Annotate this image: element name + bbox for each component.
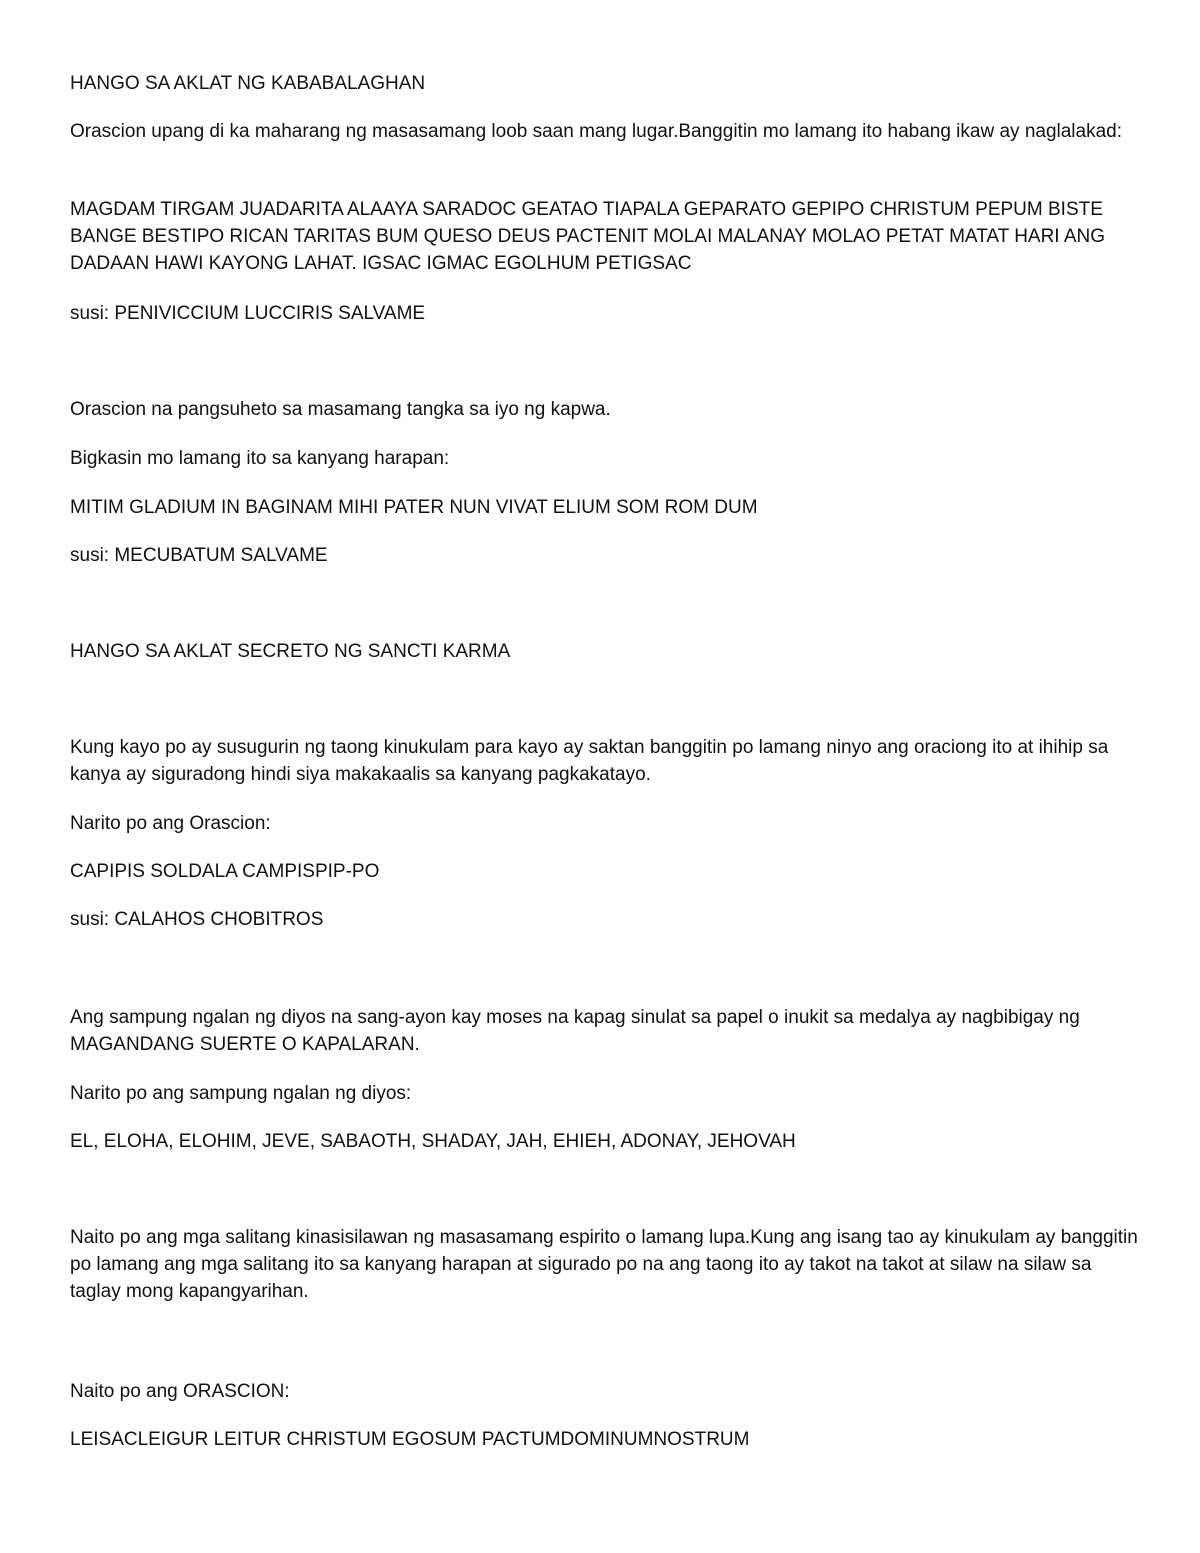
paragraph: Ang sampung ngalan ng diyos na sang-ayon kay moses na kapag sinulat sa papel o inukit sa medalya ay nagbibigay ng MAGANDANG SUERTE O KAPALARAN.	[70, 1007, 1080, 1055]
key-text: susi: PENIVICCIUM LUCCIRIS SALVAME	[70, 303, 426, 324]
paragraph: Naito po ang mga salitang kinasisilawan ng masasamang espirito o lamang lupa.Kung ang isang tao ay kinukulam ay banggitin po lamang ang mga salitang ito sa kanyang harapan at sigurado po na ang taong ito ay takot na takot at silaw na silaw sa taglay mong kapangyarihan.	[70, 1227, 1138, 1302]
section-heading: HANGO SA AKLAT SECRETO NG SANCTI KARMA	[70, 641, 511, 662]
instruction-text: Narito po ang Orascion:	[70, 813, 271, 834]
key-text: susi: CALAHOS CHOBITROS	[70, 909, 324, 930]
prayer-text: CAPIPIS SOLDALA CAMPISPIP-PO	[70, 861, 380, 882]
paragraph: Orascion upang di ka maharang ng masasamang loob saan mang lugar.Banggitin mo lamang ito habang ikaw ay naglalakad:	[70, 121, 1123, 142]
instruction-text: Naito po ang ORASCION:	[70, 1381, 290, 1402]
instruction-text: Narito po ang sampung ngalan ng diyos:	[70, 1083, 412, 1104]
prayer-text: MAGDAM TIRGAM JUADARITA ALAAYA SARADOC GEATAO TIAPALA GEPARATO GEPIPO CHRISTUM PEPUM BISTE BANGE BESTIPO RICAN TARITAS BUM QUESO DEUS PACTENIT MOLAI MALANAY MOLAO PETAT MATAT HARI ANG DADAAN HAWI KAYONG LAHAT. IGSAC IGMAC EGOLHUM PETIGSAC	[70, 199, 1105, 274]
instruction-text: Bigkasin mo lamang ito sa kanyang harapan:	[70, 448, 450, 469]
prayer-text: MITIM GLADIUM IN BAGINAM MIHI PATER NUN VIVAT ELIUM SOM ROM DUM	[70, 497, 758, 518]
names-list: EL, ELOHA, ELOHIM, JEVE, SABAOTH, SHADAY, JAH, EHIEH, ADONAY, JEHOVAH	[70, 1131, 796, 1152]
section-heading: HANGO SA AKLAT NG KABABALAGHAN	[70, 73, 426, 94]
prayer-text: LEISACLEIGUR LEITUR CHRISTUM EGOSUM PACTUMDOMINUMNOSTRUM	[70, 1429, 750, 1450]
paragraph: Orascion na pangsuheto sa masamang tangka sa iyo ng kapwa.	[70, 399, 611, 420]
paragraph: Kung kayo po ay susugurin ng taong kinukulam para kayo ay saktan banggitin po lamang ninyo ang oraciong ito at ihihip sa kanya ay siguradong hindi siya makakaalis sa kanyang pagkakatayo.	[70, 737, 1109, 785]
key-text: susi: MECUBATUM SALVAME	[70, 545, 328, 566]
